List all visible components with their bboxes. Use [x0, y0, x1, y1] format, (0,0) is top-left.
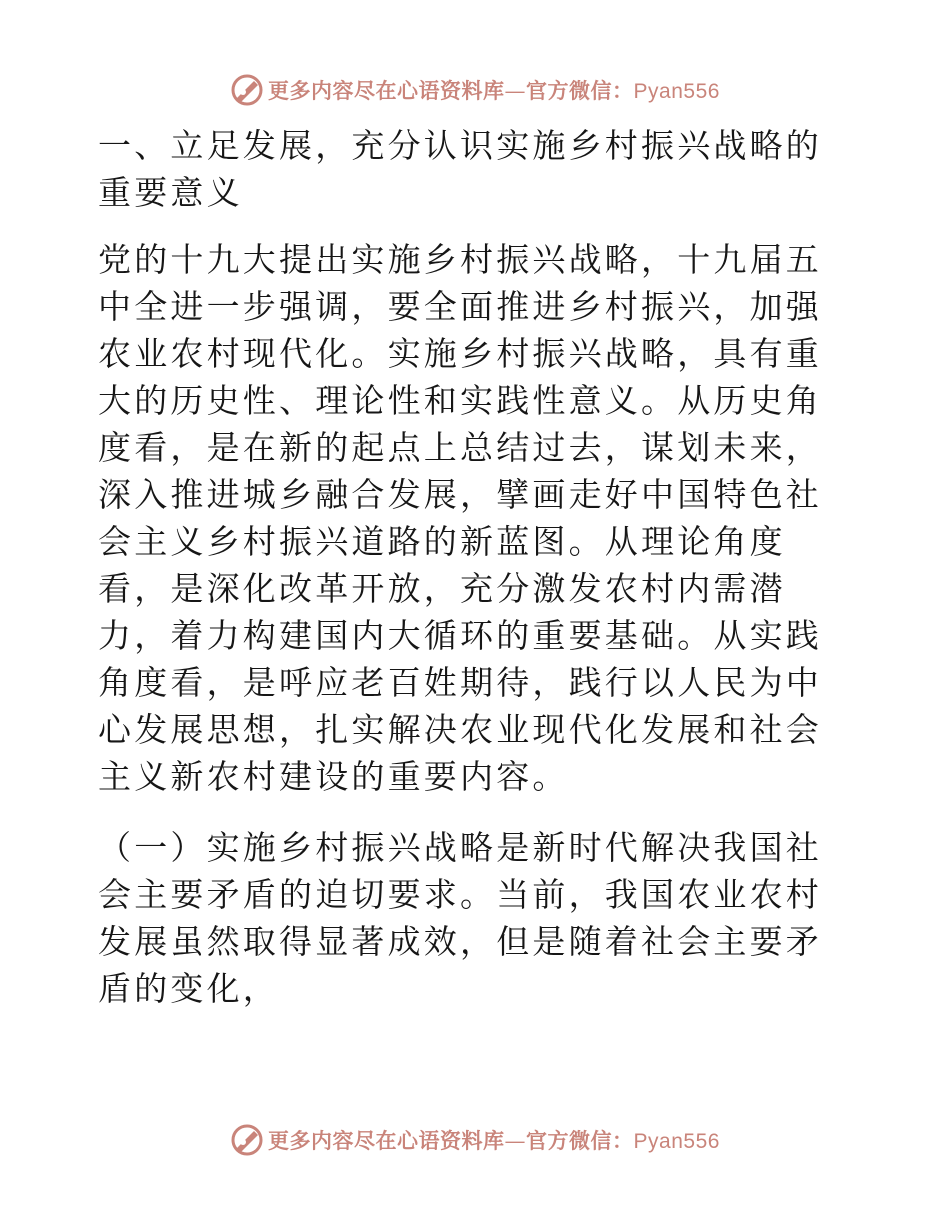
paragraph-2: （一）实施乡村振兴战略是新时代解决我国社会主要矛盾的迫切要求。当前，我国农业农村发展虽然取得显著成效，但是随着社会主要矛盾的变化，: [98, 828, 822, 1008]
quill-logo-icon: [230, 73, 264, 107]
footer-watermark: [0, 1120, 950, 1160]
section-heading: 一、立足发展，充分认识实施乡村振兴战略的重要意义: [98, 126, 822, 212]
header-watermark: [0, 70, 950, 110]
watermark-text: [268, 1125, 720, 1155]
watermark-text: [268, 75, 720, 105]
document-body: [98, 122, 858, 1012]
watermark-handle: Pyan556: [633, 1130, 720, 1153]
watermark-site: 更多内容尽在心语资料库: [268, 1128, 505, 1153]
quill-logo-icon: [230, 1123, 264, 1157]
watermark-separator: —: [504, 79, 527, 103]
watermark-wechat-label: 官方微信：: [526, 78, 634, 103]
watermark-handle: Pyan556: [633, 80, 720, 103]
watermark-site: 更多内容尽在心语资料库: [268, 78, 505, 103]
paragraph-1: 党的十九大提出实施乡村振兴战略，十九届五中全进一步强调，要全面推进乡村振兴，加强农业农村现代化。实施乡村振兴战略，具有重大的历史性、理论性和实践性意义。从历史角度看，是在新的起点上总结过去，谋划未来，深入推进城乡融合发展，擘画走好中国特色社会主义乡村振兴道路的新蓝图。从理论角度看，是深化改革开放，充分激发农村内需潜力，着力构建国内大循环的重要基础。从实践角度看，是呼应老百姓期待，践行以人民为中心发展思想，扎实解决农业现代化发展和社会主义新农村建设的重要内容。: [98, 240, 822, 796]
watermark-wechat-label: 官方微信：: [526, 1128, 634, 1153]
watermark-separator: —: [504, 1129, 527, 1153]
